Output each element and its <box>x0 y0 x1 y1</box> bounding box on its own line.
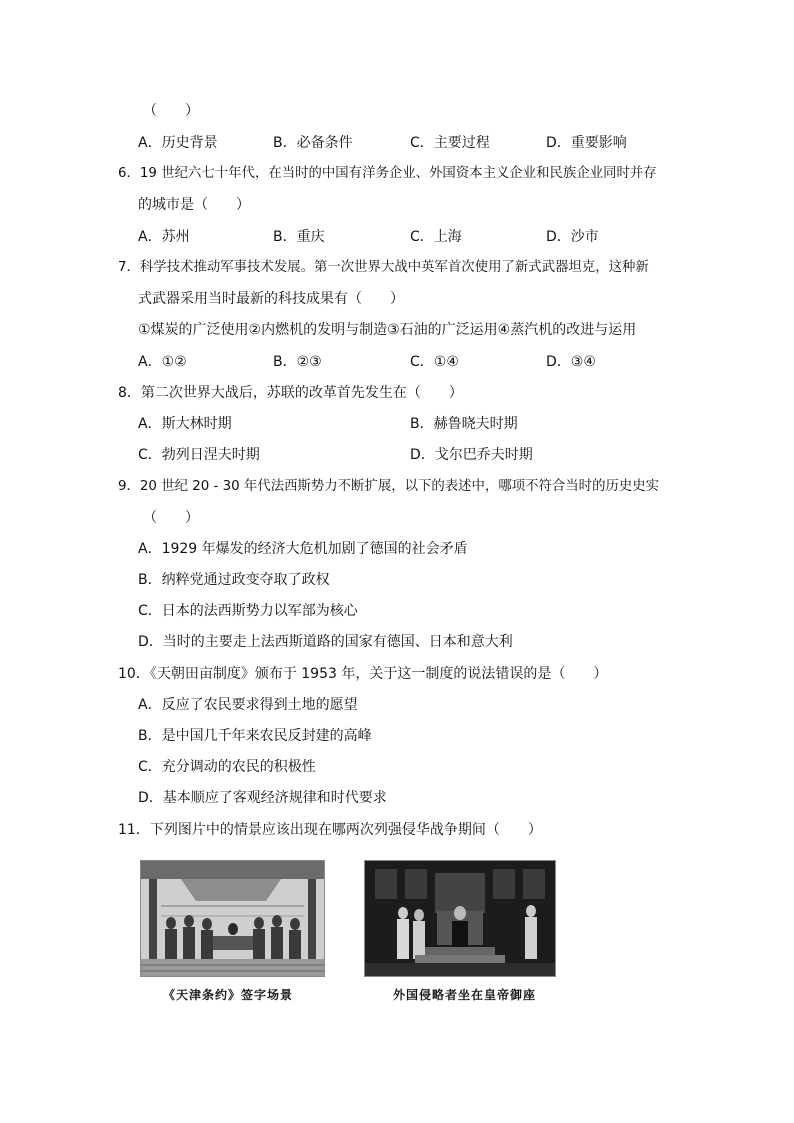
treaty-signing-caption: 《天津条约》签字场景 <box>163 988 294 1002</box>
throne-illustration <box>365 861 555 976</box>
q10-stem: 10．《天朝田亩制度》颁布于 1953 年，关于这一制度的说法错误的是（ ） <box>118 666 608 682</box>
q6-stem-line2: 的城市是（ ） <box>138 197 250 213</box>
q5-paren: （ ） <box>143 103 199 119</box>
q6-option-a: A．苏州 <box>138 229 190 245</box>
q10-option-d: D．基本顺应了客观经济规律和时代要求 <box>138 790 387 806</box>
q9-option-c: C．日本的法西斯势力以军部为核心 <box>138 603 358 619</box>
q8-option-a: A．斯大林时期 <box>138 416 232 432</box>
q9-option-a: A．1929 年爆发的经济大危机加剧了德国的社会矛盾 <box>138 541 468 557</box>
q7-stem-line1: 7．科学技术推动军事技术发展。第一次世界大战中英军首次使用了新式武器坦克，这种新 <box>118 260 649 275</box>
q9-option-d: D．当时的主要走上法西斯道路的国家有德国、日本和意大利 <box>138 634 513 650</box>
q9-stem-line1: 9．20 世纪 20 - 30 年代法西斯势力不断扩展，以下的表述中，哪项不符合当时的历史史实 <box>118 479 660 494</box>
q8-option-b: B．赫鲁晓夫时期 <box>410 416 518 432</box>
q6-stem-line1: 6．19 世纪六七十年代，在当时的中国有洋务企业、外国资本主义企业和民族企业同时并存 <box>118 166 657 181</box>
treaty-signing-illustration <box>141 861 324 976</box>
q8-option-c: C．勃列日涅夫时期 <box>138 447 260 463</box>
q5-option-a: A．历史背景 <box>138 135 218 151</box>
q6-option-b: B．重庆 <box>273 229 325 245</box>
q7-stem-line2: 式武器采用当时最新的科技成果有（ ） <box>138 291 404 307</box>
q7-stem-line3: ①煤炭的广泛使用②内燃机的发明与制造③石油的广泛运用④蒸汽机的改进与运用 <box>138 322 637 338</box>
q10-option-c: C．充分调动的农民的积极性 <box>138 759 316 775</box>
q7-option-b: B．②③ <box>273 354 322 370</box>
q7-option-c: C．①④ <box>410 354 459 370</box>
q9-stem-line2: （ ） <box>143 510 199 526</box>
throne-caption: 外国侵略者坐在皇帝御座 <box>393 988 537 1002</box>
q7-option-d: D．③④ <box>546 354 596 370</box>
q8-stem: 8．第二次世界大战后，苏联的改革首先发生在（ ） <box>118 385 463 401</box>
q5-option-d: D．重要影响 <box>546 135 627 151</box>
q5-option-b: B．必备条件 <box>273 135 353 151</box>
q10-option-a: A．反应了农民要求得到土地的愿望 <box>138 697 358 713</box>
q6-option-d: D．沙市 <box>546 229 599 245</box>
q6-option-c: C．上海 <box>410 229 462 245</box>
treaty-signing-photo <box>140 860 325 977</box>
q9-option-b: B．纳粹党通过政变夺取了政权 <box>138 572 330 588</box>
q7-option-a: A．①② <box>138 354 187 370</box>
q5-option-c: C．主要过程 <box>410 135 490 151</box>
throne-photo <box>364 860 556 977</box>
q11-stem: 11．下列图片中的情景应该出现在哪两次列强侵华战争期间（ ） <box>118 822 542 838</box>
q8-option-d: D．戈尔巴乔夫时期 <box>410 447 533 463</box>
q10-option-b: B．是中国几千年来农民反封建的高峰 <box>138 728 372 744</box>
